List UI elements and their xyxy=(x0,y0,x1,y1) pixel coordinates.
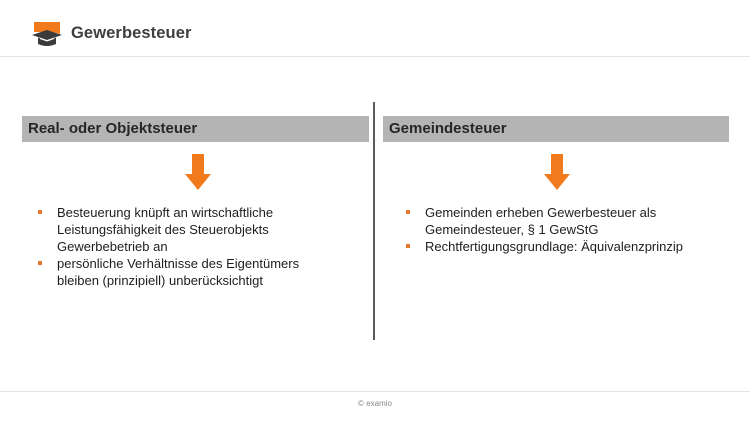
slide-title: Gewerbesteuer xyxy=(71,24,192,42)
bullet-list-left xyxy=(38,204,338,289)
footer-copyright: © examio xyxy=(358,399,392,408)
square-bullet-icon xyxy=(38,261,42,265)
bullet-list-right xyxy=(406,204,726,255)
list-item-text: Besteuerung knüpft an wirtschaftliche Leistungsfähigkeit des Steuerobjekts Gewerbebetrieb an xyxy=(57,205,274,254)
list-item-text: Rechtfertigungsgrundlage: Äquivalenzprinzip xyxy=(425,239,683,254)
column-header-right: Gemeindesteuer xyxy=(383,116,729,142)
arrow-down-icon xyxy=(185,154,211,190)
footer-divider xyxy=(0,391,750,392)
list-item xyxy=(406,204,726,238)
list-item-text: Gemeinden erheben Gewerbesteuer als Gemeindesteuer, § 1 GewStG xyxy=(425,205,657,237)
list-item-text: persönliche Verhältnisse des Eigentümers bleiben (prinzipiell) unberücksichtigt xyxy=(57,256,300,288)
graduation-cap-logo-icon xyxy=(31,20,63,48)
column-divider xyxy=(373,102,375,340)
list-item xyxy=(38,255,338,289)
square-bullet-icon xyxy=(406,210,410,214)
list-item xyxy=(406,238,726,255)
list-item xyxy=(38,204,338,255)
square-bullet-icon xyxy=(38,210,42,214)
square-bullet-icon xyxy=(406,244,410,248)
column-header-left: Real- oder Objektsteuer xyxy=(22,116,369,142)
arrow-down-icon xyxy=(544,154,570,190)
slide-header xyxy=(0,0,750,57)
